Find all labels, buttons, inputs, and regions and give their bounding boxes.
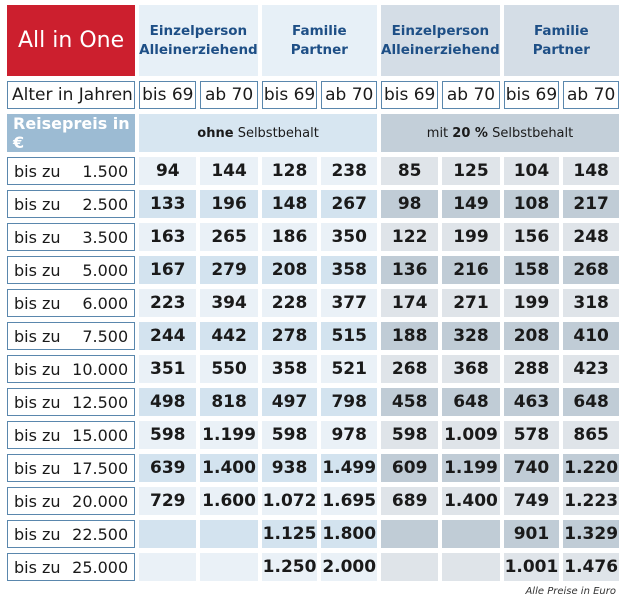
price-cell: 268	[381, 355, 438, 383]
table-row	[7, 487, 619, 515]
price-cell: 521	[321, 355, 377, 383]
price-cell: 377	[321, 289, 377, 317]
row-label	[7, 289, 135, 317]
footnote: Alle Preise in Euro	[525, 586, 616, 597]
table-row	[7, 289, 619, 317]
price-cell: 938	[262, 454, 318, 482]
price-cell: 609	[381, 454, 438, 482]
price-cell: 128	[262, 157, 318, 185]
row-label	[7, 520, 135, 548]
price-cell: 158	[504, 256, 560, 284]
price-cell	[139, 520, 196, 548]
price-cell: 85	[381, 157, 438, 185]
table-row	[7, 355, 619, 383]
row-amount: 10.000	[72, 359, 129, 379]
price-cell: 238	[321, 157, 377, 185]
price-cell: 1.009	[442, 421, 499, 449]
age-cell: bis 69	[504, 81, 560, 109]
price-cell: 410	[563, 322, 619, 350]
group-header-line1: Einzelperson	[149, 22, 248, 39]
price-cell: 148	[262, 190, 318, 218]
row-prefix: bis zu	[14, 458, 61, 478]
price-cell: 1.499	[321, 454, 377, 482]
group-header	[504, 5, 619, 76]
price-rows	[7, 157, 619, 581]
row-prefix: bis zu	[14, 293, 61, 313]
price-cell: 328	[442, 322, 499, 350]
row-amount: 7.500	[82, 326, 129, 346]
group-header-row	[7, 5, 619, 76]
row-label	[7, 355, 135, 383]
price-cell: 351	[139, 355, 196, 383]
price-cell: 901	[504, 520, 560, 548]
row-prefix: bis zu	[14, 392, 61, 412]
table-row	[7, 256, 619, 284]
option-pre: mit	[426, 125, 453, 141]
option-bold: ohne	[197, 125, 234, 141]
price-cell: 1.199	[200, 421, 257, 449]
option-bold: 20 %	[452, 125, 488, 141]
row-prefix: bis zu	[14, 491, 61, 511]
group-header	[262, 5, 377, 76]
row-prefix: bis zu	[14, 557, 61, 577]
age-cell: ab 70	[321, 81, 377, 109]
row-prefix: bis zu	[14, 425, 61, 445]
price-cell: 318	[563, 289, 619, 317]
table-title: All in One	[7, 5, 135, 76]
price-cell: 1.329	[563, 520, 619, 548]
price-cell: 125	[442, 157, 499, 185]
price-cell: 1.220	[563, 454, 619, 482]
row-amount: 20.000	[72, 491, 129, 511]
price-cell: 350	[321, 223, 377, 251]
price-column-header: Reisepreis in €	[7, 114, 135, 152]
price-cell: 1.072	[262, 487, 318, 515]
price-cell: 550	[200, 355, 257, 383]
price-cell: 648	[563, 388, 619, 416]
price-cell: 1.600	[200, 487, 257, 515]
price-cell: 1.199	[442, 454, 499, 482]
option-text: Selbstbehalt	[487, 125, 574, 141]
row-label	[7, 388, 135, 416]
price-cell	[139, 553, 196, 581]
price-cell: 978	[321, 421, 377, 449]
price-cell: 271	[442, 289, 499, 317]
price-cell: 458	[381, 388, 438, 416]
row-amount: 3.500	[82, 227, 129, 247]
row-label	[7, 322, 135, 350]
price-cell: 598	[381, 421, 438, 449]
price-cell: 208	[262, 256, 318, 284]
price-cell: 423	[563, 355, 619, 383]
price-cell: 648	[442, 388, 499, 416]
price-cell: 394	[200, 289, 257, 317]
price-cell: 1.001	[504, 553, 560, 581]
price-cell: 133	[139, 190, 196, 218]
price-cell: 598	[262, 421, 318, 449]
price-cell: 144	[200, 157, 257, 185]
price-cell: 163	[139, 223, 196, 251]
price-cell: 2.000	[321, 553, 377, 581]
price-cell: 1.800	[321, 520, 377, 548]
row-label	[7, 421, 135, 449]
option-text: Selbstbehalt	[233, 125, 319, 141]
row-amount: 22.500	[72, 524, 129, 544]
price-cell: 267	[321, 190, 377, 218]
table-row	[7, 421, 619, 449]
age-row	[7, 81, 619, 109]
group-header	[381, 5, 500, 76]
row-prefix: bis zu	[14, 194, 61, 214]
row-amount: 6.000	[82, 293, 129, 313]
row-label	[7, 487, 135, 515]
group-header-line1: Familie	[533, 22, 589, 39]
group-header-line1: Einzelperson	[391, 22, 490, 39]
price-cell: 199	[504, 289, 560, 317]
row-amount: 2.500	[82, 194, 129, 214]
price-cell: 515	[321, 322, 377, 350]
price-cell: 689	[381, 487, 438, 515]
price-cell: 368	[442, 355, 499, 383]
price-cell: 148	[563, 157, 619, 185]
price-cell	[200, 520, 257, 548]
price-cell: 199	[442, 223, 499, 251]
price-cell: 223	[139, 289, 196, 317]
group-header-line1: Familie	[292, 22, 347, 39]
price-cell: 729	[139, 487, 196, 515]
price-cell	[381, 520, 438, 548]
price-cell: 798	[321, 388, 377, 416]
price-cell: 639	[139, 454, 196, 482]
price-cell: 149	[442, 190, 499, 218]
price-cell: 1.250	[262, 553, 318, 581]
row-prefix: bis zu	[14, 161, 61, 181]
row-label	[7, 454, 135, 482]
row-prefix: bis zu	[14, 524, 61, 544]
table-row	[7, 322, 619, 350]
price-cell: 94	[139, 157, 196, 185]
price-cell: 498	[139, 388, 196, 416]
price-table-container	[3, 0, 623, 586]
price-cell: 818	[200, 388, 257, 416]
group-header-line2: Partner	[290, 41, 348, 58]
price-cell: 1.223	[563, 487, 619, 515]
price-cell: 248	[563, 223, 619, 251]
price-cell: 122	[381, 223, 438, 251]
price-cell: 186	[262, 223, 318, 251]
price-cell: 265	[200, 223, 257, 251]
price-cell: 740	[504, 454, 560, 482]
row-label	[7, 553, 135, 581]
group-header-line2: Alleinerziehend	[381, 41, 500, 58]
price-cell: 749	[504, 487, 560, 515]
option-header-no-deductible	[139, 114, 377, 152]
price-cell: 216	[442, 256, 499, 284]
price-cell: 278	[262, 322, 318, 350]
price-cell: 1.125	[262, 520, 318, 548]
price-cell: 1.695	[321, 487, 377, 515]
age-cell: bis 69	[381, 81, 438, 109]
row-prefix: bis zu	[14, 260, 61, 280]
row-amount: 25.000	[72, 557, 129, 577]
age-cell: ab 70	[442, 81, 499, 109]
price-cell: 136	[381, 256, 438, 284]
price-cell: 174	[381, 289, 438, 317]
price-cell: 208	[504, 322, 560, 350]
price-cell: 1.400	[442, 487, 499, 515]
row-prefix: bis zu	[14, 359, 61, 379]
price-cell: 358	[262, 355, 318, 383]
price-cell: 279	[200, 256, 257, 284]
price-cell: 98	[381, 190, 438, 218]
price-cell: 217	[563, 190, 619, 218]
price-cell: 228	[262, 289, 318, 317]
table-row	[7, 454, 619, 482]
price-cell	[442, 553, 499, 581]
price-cell	[381, 553, 438, 581]
table-row	[7, 190, 619, 218]
table-row	[7, 520, 619, 548]
price-cell: 865	[563, 421, 619, 449]
price-cell: 288	[504, 355, 560, 383]
table-row	[7, 388, 619, 416]
row-amount: 1.500	[82, 161, 129, 181]
option-row	[7, 114, 619, 152]
price-table	[3, 0, 623, 586]
row-label	[7, 157, 135, 185]
age-cell: ab 70	[200, 81, 257, 109]
price-cell	[200, 553, 257, 581]
price-cell: 156	[504, 223, 560, 251]
group-header-line2: Partner	[532, 41, 590, 58]
price-cell: 578	[504, 421, 560, 449]
price-cell: 598	[139, 421, 196, 449]
group-header-line2: Alleinerziehend	[139, 41, 258, 58]
price-cell: 1.476	[563, 553, 619, 581]
price-cell	[442, 520, 499, 548]
row-label	[7, 256, 135, 284]
row-amount: 5.000	[82, 260, 129, 280]
age-cell: ab 70	[563, 81, 619, 109]
price-cell: 108	[504, 190, 560, 218]
row-prefix: bis zu	[14, 326, 61, 346]
table-row	[7, 223, 619, 251]
price-cell: 167	[139, 256, 196, 284]
table-row	[7, 157, 619, 185]
row-prefix: bis zu	[14, 227, 61, 247]
price-cell: 463	[504, 388, 560, 416]
price-cell: 497	[262, 388, 318, 416]
row-amount: 15.000	[72, 425, 129, 445]
age-cell: bis 69	[262, 81, 318, 109]
row-label	[7, 223, 135, 251]
table-row	[7, 553, 619, 581]
row-amount: 12.500	[72, 392, 129, 412]
price-cell: 358	[321, 256, 377, 284]
price-cell: 196	[200, 190, 257, 218]
price-cell: 188	[381, 322, 438, 350]
price-cell: 244	[139, 322, 196, 350]
age-label: Alter in Jahren	[7, 81, 135, 109]
option-header-deductible	[381, 114, 619, 152]
age-cell: bis 69	[139, 81, 196, 109]
group-header	[139, 5, 258, 76]
price-cell: 268	[563, 256, 619, 284]
row-amount: 17.500	[72, 458, 129, 478]
price-cell: 1.400	[200, 454, 257, 482]
row-label	[7, 190, 135, 218]
price-cell: 442	[200, 322, 257, 350]
price-cell: 104	[504, 157, 560, 185]
